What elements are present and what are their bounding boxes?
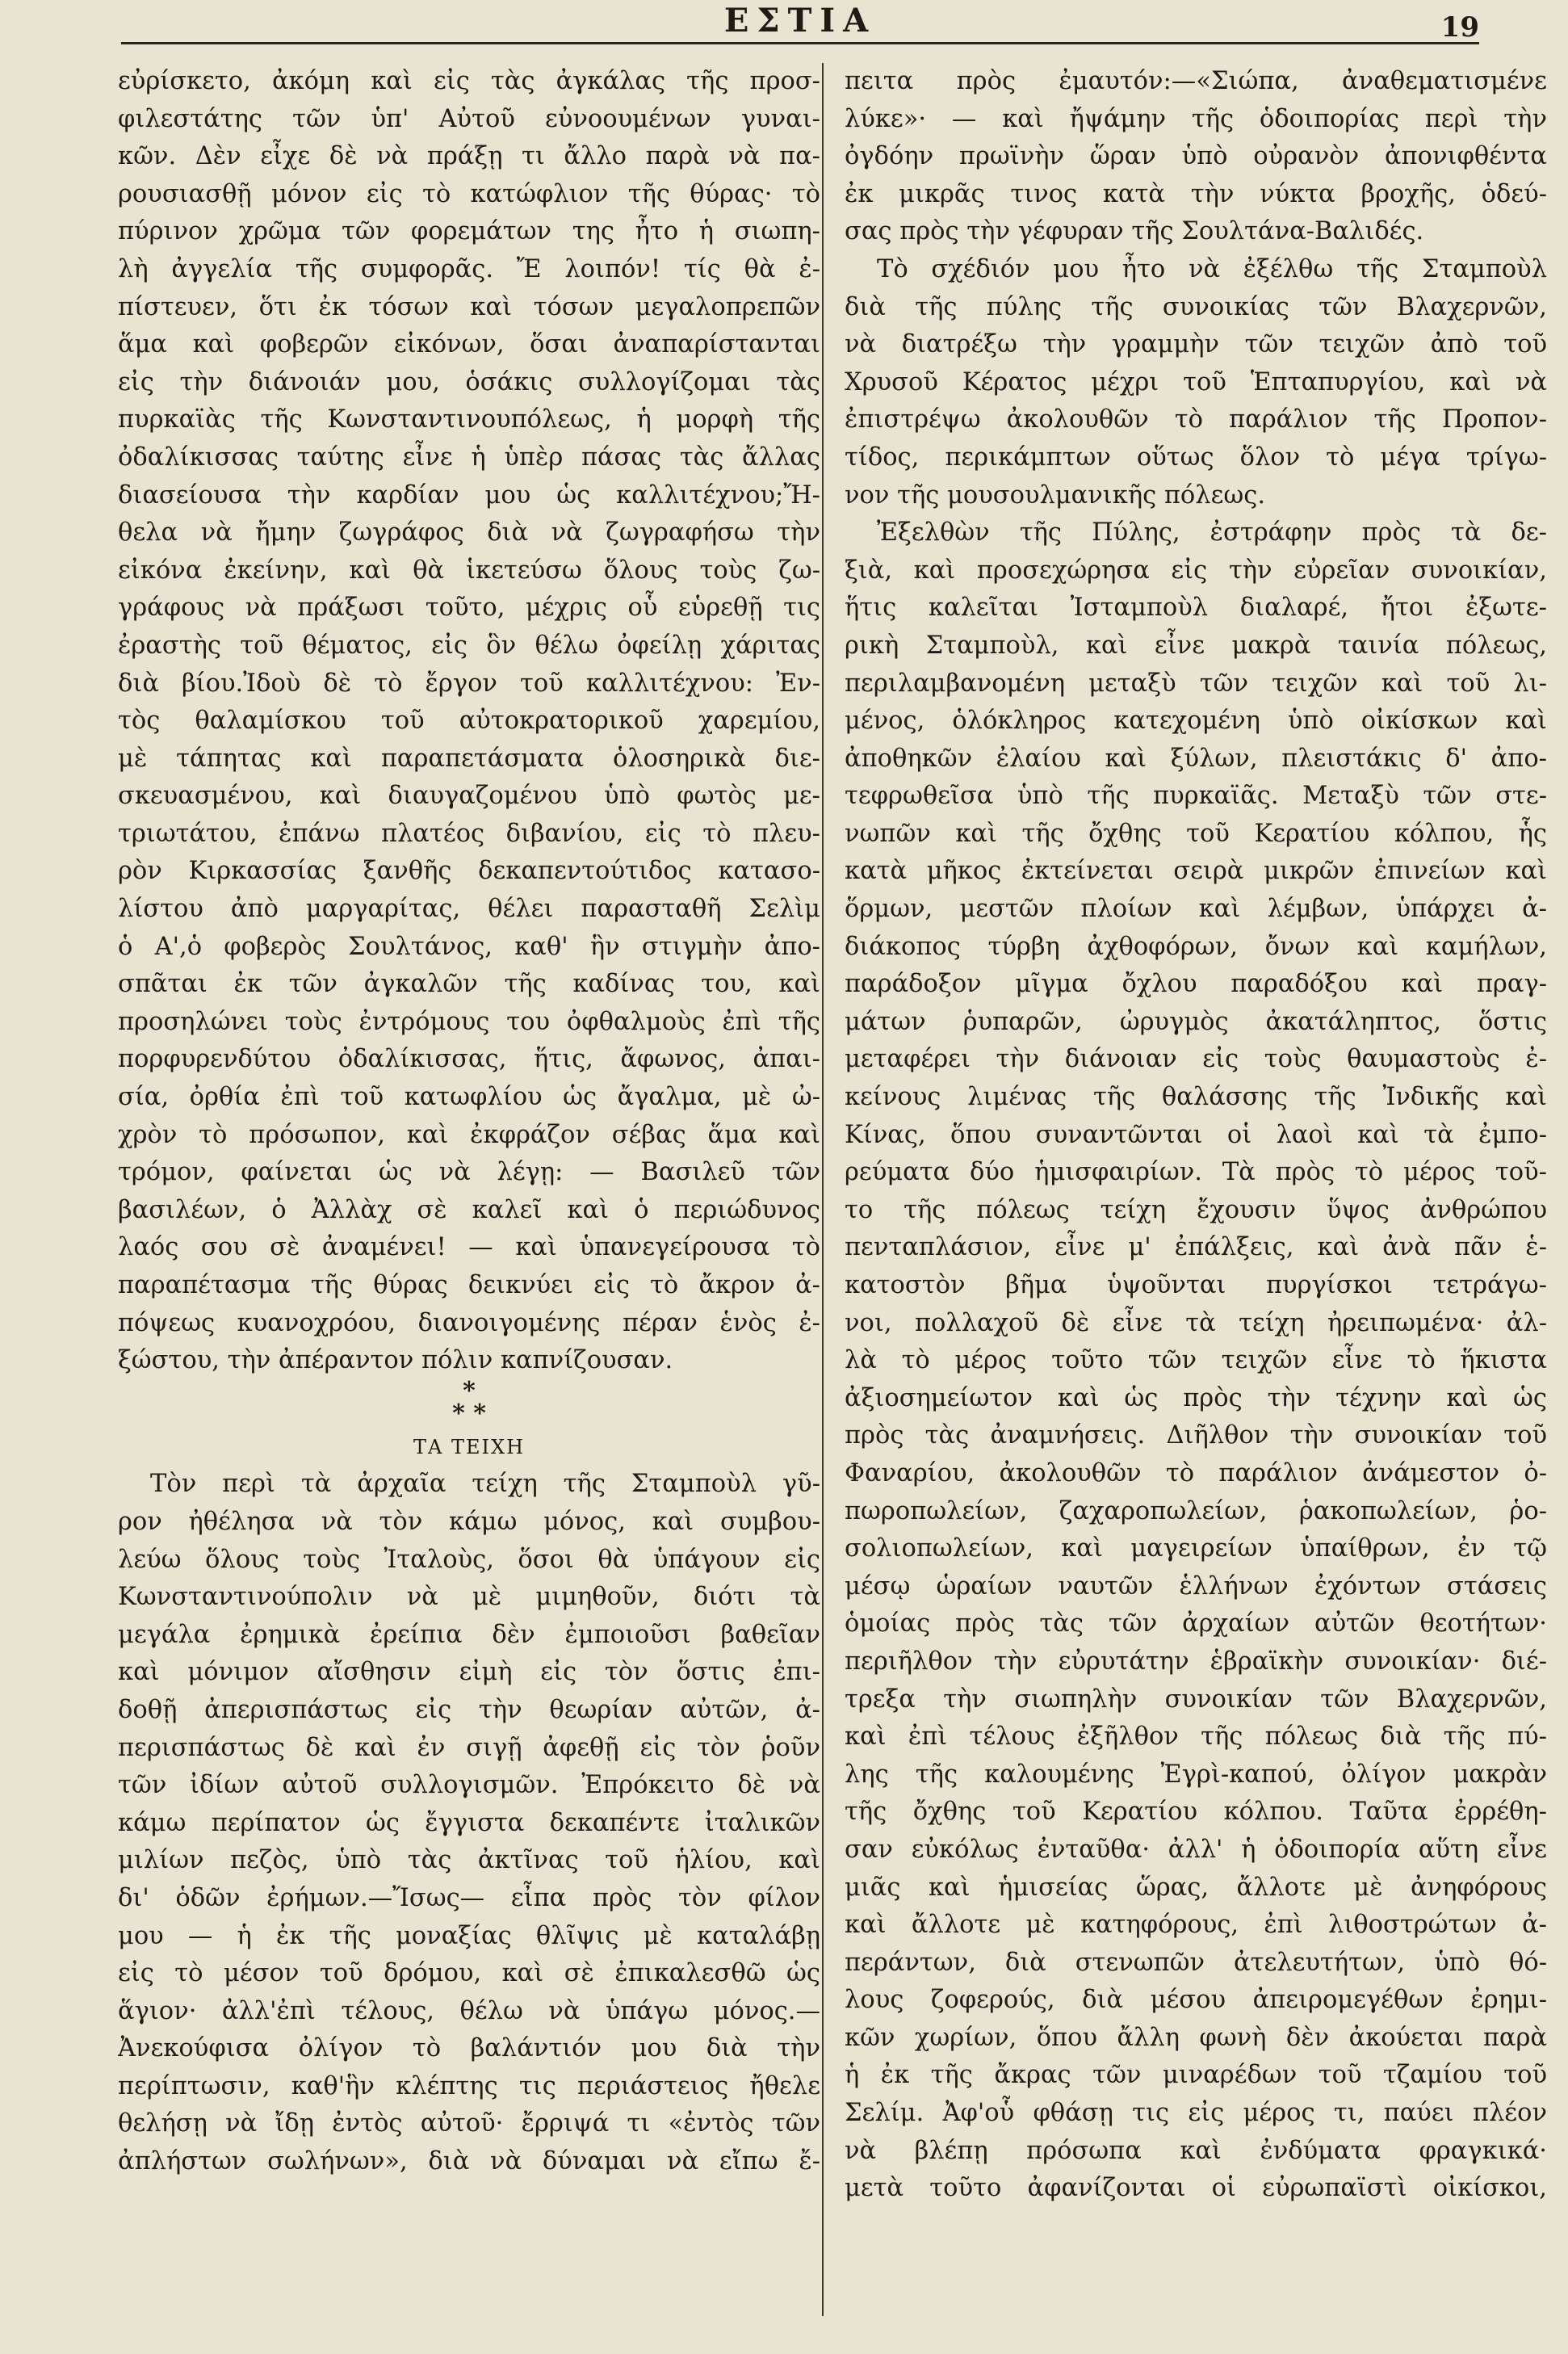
text-line: τὸς θαλαμίσκου τοῦ αὐτοκρατορικοῦ χαρεμίου, xyxy=(118,707,820,736)
text-line: Φαναρίου, ἀκολουθῶν τὸ παράλιον ἀνάμεστον ὀ- xyxy=(845,1458,1547,1488)
text-line: κάμω περίπατον ὡς ἔγγιστα δεκαπέντε ἰταλικῶν xyxy=(118,1808,820,1837)
text-line: εἰς τὸ μέσον τοῦ δρόμου, καὶ σὲ ἐπικαλεσθῶ ὡς xyxy=(118,1959,820,1988)
text-line: σκευασμένου, καὶ διαυγαζομένου ὑπὸ φωτὸς με- xyxy=(118,782,820,811)
text-line: ὁ Α',ὁ φοβερὸς Σουλτάνος, καθ' ἣν στιγμὴν ἀπο- xyxy=(118,932,820,961)
text-line: κατοστὸν βῆμα ὑψοῦνται πυργίσκοι τετράγω- xyxy=(845,1271,1547,1299)
text-line: εὐρίσκετο, ἀκόμη καὶ εἰς τὰς ἀγκάλας τῆς προσ- xyxy=(118,67,820,95)
right-column xyxy=(845,63,1547,2208)
text-line: κῶν. Δὲν εἶχε δὲ νὰ πράξῃ τι ἄλλο παρὰ νὰ πα- xyxy=(118,142,820,171)
text-line: Ἀνεκούφισα ὀλίγον τὸ βαλάντιόν μου διὰ τὴν xyxy=(118,2034,820,2063)
text-line: διασείουσα τὴν καρδίαν μου ὡς καλλιτέχνου;Ἤ- xyxy=(118,480,820,510)
text-line: τίδος, περικάμπτων οὕτως ὅλον τὸ μέγα τρίγω- xyxy=(845,443,1547,472)
running-title: ΕΣΤΙΑ xyxy=(723,2,877,40)
text-line: Τὸ σχέδιόν μου ἦτο νὰ ἐξέλθω τῆς Σταμποὺλ xyxy=(877,254,1547,283)
text-line: νὰ βλέπῃ πρόσωπα καὶ ἐνδύματα φραγκικά· xyxy=(845,2136,1547,2165)
text-line: ξώστου, τὴν ἀπέραντον πόλιν καπνίζουσαν. xyxy=(118,1346,673,1375)
text-line: τρεξα τὴν σιωπηλὴν συνοικίαν τῶν Βλαχερνῶν, xyxy=(845,1685,1547,1714)
text-line: ρικὴ Σταμποὺλ, καὶ εἶνε μακρὰ ταινία πόλεως, xyxy=(845,631,1547,660)
text-line: πόψεως κυανοχρόου, διανοιγομένης πέραν ἑνὸς ἐ- xyxy=(118,1308,820,1337)
text-line: ἐπιστρέψω ἀκολουθῶν τὸ παράλιον τῆς Προπον- xyxy=(845,405,1547,434)
text-line: μετὰ τοῦτο ἀφανίζονται οἱ εὐρωπαϊστὶ οἰκίσκοι, xyxy=(845,2174,1547,2203)
text-line: ἅμα καὶ φοβερῶν εἰκόνων, ὅσαι ἀναπαρίστανται xyxy=(118,330,820,359)
text-line: λύκε»· — καὶ ἤψάμην τῆς ὁδοιπορίας περὶ τὴν xyxy=(845,104,1547,133)
text-line: ρὸν Κιρκασσίας ξανθῆς δεκαπεντούτιδος κατασο- xyxy=(118,857,820,886)
text-line: ὀδαλίκισσας ταύτης εἶνε ἡ ὑπὲρ πάσας τὰς ἄλλας xyxy=(118,443,820,472)
text-line: θελα νὰ ἤμην ζωγράφος διὰ νὰ ζωγραφήσω τὴν xyxy=(118,518,820,548)
text-line: πυρκαϊὰς τῆς Κωνσταντινουπόλεως, ἡ μορφὴ τῆς xyxy=(118,405,820,434)
text-line: νωπῶν καὶ τῆς ὄχθης τοῦ Κερατίου κόλπου, ἧς xyxy=(845,819,1547,848)
text-line: νοι, πολλαχοῦ δὲ εἶνε τὰ τείχη ἠρειπωμένα· ἀλ- xyxy=(845,1308,1547,1337)
text-line: ὀγδόην πρωϊνὴν ὥραν ὑπὸ οὐρανὸν ἀπονιφθέντα xyxy=(845,142,1547,171)
separator-star-top: * xyxy=(463,1376,476,1405)
text-line: τριωτάτου, ἐπάνω πλατέος διβανίου, εἰς τὸ πλευ- xyxy=(118,819,820,848)
text-line: λίστου ἀπὸ μαργαρίτας, θέλει παρασταθῆ Σελὶμ xyxy=(118,895,820,924)
text-line: το τῆς πόλεως τείχη ἔχουσιν ὕψος ἀνθρώπου xyxy=(845,1195,1547,1224)
text-line: μιλίων πεζὸς, ὑπὸ τὰς ἀκτῖνας τοῦ ἡλίου, καὶ xyxy=(118,1846,820,1875)
text-line: τῆς ὄχθης τοῦ Κερατίου κόλπου. Ταῦτα ἐρρέθη- xyxy=(845,1798,1547,1827)
text-line: ἀποθηκῶν ἐλαίου καὶ ξύλων, πλειστάκις δ' ἀπο- xyxy=(845,744,1547,773)
separator-stars-bottom: * * xyxy=(452,1399,486,1428)
text-line: περιῆλθον τὴν εὐρυτάτην ἑβραϊκὴν συνοικίαν· διέ- xyxy=(845,1647,1547,1676)
left-column xyxy=(118,63,820,2181)
text-line: Σελίμ. Ἀφ'οὗ φθάσῃ τις εἰς μέρος τι, παύει πλέον xyxy=(845,2099,1547,2128)
text-line: λὰ τὸ μέρος τοῦτο τῶν τειχῶν εἶνε τὸ ἥκιστα xyxy=(845,1346,1547,1375)
text-line: ξιὰ, καὶ προσεχώρησα εἰς τὴν εὐρεῖαν συνοικίαν, xyxy=(845,556,1547,585)
text-line: πενταπλάσιον, εἶνε μ' ἐπάλξεις, καὶ ἀνὰ πᾶν ἑ- xyxy=(845,1233,1547,1262)
text-line: ὁμοίας πρὸς τὰς τῶν ἀρχαίων αὐτῶν θεοτήτων· xyxy=(845,1609,1547,1639)
text-line: διάκοπος τύρβη ἀχθοφόρων, ὄνων καὶ καμήλων, xyxy=(845,932,1547,961)
text-line: μεγάλα ἐρημικὰ ἐρείπια δὲν ἐμποιοῦσι βαθεῖαν xyxy=(118,1620,820,1649)
text-line: λαός σου σὲ ἀναμένει! — καὶ ὑπανεγείρουσα τὸ xyxy=(118,1233,820,1262)
text-line: ἥτις καλεῖται Ἰσταμποὺλ διαλαρέ, ἤτοι ἐξωτε- xyxy=(845,594,1547,623)
text-line: δι' ὁδῶν ἐρήμων.—Ἴσως— εἶπα πρὸς τὸν φίλον xyxy=(118,1883,820,1912)
text-line: Ἐξελθὼν τῆς Πύλης, ἐστράφην πρὸς τὰ δε- xyxy=(877,518,1547,548)
text-line: κείνους λιμένας τῆς θαλάσσης τῆς Ἰνδικῆς καὶ xyxy=(845,1083,1547,1112)
text-line: πειτα πρὸς ἐμαυτόν:—«Σιώπα, ἀναθεματισμένε xyxy=(845,67,1547,95)
section-title: ΤΑ ΤΕΙΧΗ xyxy=(413,1435,525,1458)
text-line: φιλεστάτης τῶν ὑπ' Αὐτοῦ εὐνοουμένων γυναι- xyxy=(118,104,820,133)
text-line: μεταφέρει τὴν διάνοιαν εἰς τοὺς θαυμαστοὺς ἐ- xyxy=(845,1045,1547,1074)
text-line: δοθῇ ἀπερισπάστως εἰς τὴν θεωρίαν αὐτῶν, ἀ- xyxy=(118,1695,820,1724)
text-line: κατὰ μῆκος ἐκτείνεται σειρὰ μικρῶν ἐπινείων καὶ xyxy=(845,857,1547,886)
text-line: θελήσῃ νὰ ἴδῃ ἐντὸς αὐτοῦ· ἔρριψά τι «ἐντὸς τῶν xyxy=(118,2109,820,2138)
text-line: Κωνσταντινούπολιν νὰ μὲ μιμηθοῦν, διότι τὰ xyxy=(118,1583,820,1612)
text-line: εἰς τὴν διάνοιάν μου, ὁσάκις συλλογίζομαι τὰς xyxy=(118,367,820,397)
text-line: ἀξιοσημείωτον καὶ ὡς πρὸς τὴν τέχνην καὶ ὡς xyxy=(845,1383,1547,1412)
text-line: μου — ἡ ἐκ τῆς μοναξίας θλῖψις μὲ καταλάβῃ xyxy=(118,1921,820,1950)
text-line: χρὸν τὸ πρόσωπον, καὶ ἐκφράζον σέβας ἅμα καὶ xyxy=(118,1120,820,1149)
text-line: πωροπωλείων, ζαχαροπωλείων, ῥακοπωλείων, ῥο- xyxy=(845,1496,1547,1525)
text-line: διὰ βίου.Ἰδοὺ δὲ τὸ ἔργον τοῦ καλλιτέχνου: Ἐν- xyxy=(118,669,820,698)
text-line: ρον ἠθέλησα νὰ τὸν κάμω μόνος, καὶ συμβου- xyxy=(118,1507,820,1536)
text-line: ἐραστὴς τοῦ θέματος, εἰς ὃν θέλω ὀφείλῃ χάριτας xyxy=(118,631,820,660)
text-line: λεύω ὅλους τοὺς Ἰταλοὺς, ὅσοι θὰ ὑπάγουν εἰς xyxy=(118,1545,820,1574)
text-line: ἀπλήστων σωλήνων», διὰ νὰ δύναμαι νὰ εἴπω ἔ- xyxy=(118,2147,820,2176)
text-line: περιλαμβανομένη μεταξὺ τῶν τειχῶν καὶ τοῦ λι- xyxy=(845,669,1547,698)
page-header xyxy=(121,0,1479,44)
text-line: πίστευεν, ὅτι ἐκ τόσων καὶ τόσων μεγαλοπρεπῶν xyxy=(118,292,820,321)
text-line: σαν εὐκόλως ἐνταῦθα· ἀλλ' ἡ ὁδοιπορία αὕτη εἶνε xyxy=(845,1835,1547,1864)
text-line: λης τῆς καλουμένης Ἐγρὶ-καπού, ὀλίγον μακρὰν xyxy=(845,1760,1547,1789)
text-line: ἡ ἐκ τῆς ἄκρας τῶν μιναρέδων τοῦ τζαμίου τοῦ xyxy=(845,2061,1547,2090)
text-line: μένος, ὁλόκληρος κατεχομένη ὑπὸ οἰκίσκων καὶ xyxy=(845,707,1547,736)
text-line: μὲ τάπητας καὶ παραπετάσματα ὁλοσηρικὰ διε- xyxy=(118,744,820,773)
text-line: σολιοπωλείων, καὶ μαγειρείων ὑπαίθρων, ἐν τῷ xyxy=(845,1534,1547,1563)
text-line: νὰ διατρέξω τὴν γραμμὴν τῶν τειχῶν ἀπὸ τοῦ xyxy=(845,330,1547,359)
text-line: διὰ τῆς πύλης τῆς συνοικίας τῶν Βλαχερνῶν, xyxy=(845,292,1547,321)
column-divider xyxy=(822,63,824,2316)
text-line: λὴ ἀγγελία τῆς συμφορᾶς. Ἔ λοιπόν! τίς θὰ ἐ- xyxy=(118,254,820,283)
text-line: σπᾶται ἐκ τῶν ἀγκαλῶν τῆς καδίνας του, καὶ xyxy=(118,970,820,999)
text-line: σας πρὸς τὴν γέφυραν τῆς Σουλτάνα-Βαλιδές. xyxy=(845,217,1424,246)
text-line: μάτων ῥυπαρῶν, ὠρυγμὸς ἀκατάληπτος, ὅστις xyxy=(845,1007,1547,1036)
text-line: τρόμον, φαίνεται ὡς νὰ λέγῃ: — Βασιλεῦ τῶν xyxy=(118,1158,820,1187)
text-line: Κίνας, ὅπου συναντῶνται οἱ λαοὶ καὶ τὰ ἐμπο- xyxy=(845,1120,1547,1149)
text-line: περίπτωσιν, καθ'ἣν κλέπτης τις περιάστειος ἤθελε xyxy=(118,2071,820,2100)
text-line: ἅγιον· ἀλλ'ἐπὶ τέλους, θέλω νὰ ὑπάγω μόνος.— xyxy=(118,1996,820,2025)
text-line: γράφους νὰ πράξωσι τοῦτο, μέχρις οὗ εὑρεθῇ τις xyxy=(118,594,820,623)
text-line: τεφρωθεῖσα ὑπὸ τῆς πυρκαϊᾶς. Μεταξὺ τῶν στε- xyxy=(845,782,1547,811)
text-line: σία, ὀρθία ἐπὶ τοῦ κατωφλίου ὡς ἄγαλμα, μὲ ὠ- xyxy=(118,1083,820,1112)
text-line: ρουσιασθῇ μόνον εἰς τὸ κατώφλιον τῆς θύρας· τὸ xyxy=(118,179,820,208)
text-line: καὶ μόνιμον αἴσθησιν εἰμὴ εἰς τὸν ὅστις ἐπι- xyxy=(118,1658,820,1687)
text-line: νον τῆς μουσουλμανικῆς πόλεως. xyxy=(845,480,1266,510)
text-line: περάντων, διὰ στενωπῶν ἀτελευτήτων, ὑπὸ θό- xyxy=(845,1948,1547,1977)
text-line: λους ζοφερούς, διὰ μέσου ἀπειρομεγέθων ἐρημι- xyxy=(845,1986,1547,2015)
text-line: περισπάστως δὲ καὶ ἐν σιγῇ ἀφεθῇ εἰς τὸν ῥοῦν xyxy=(118,1733,820,1762)
text-line: μιᾶς καὶ ἡμισείας ὥρας, ἄλλοτε μὲ ἀνηφόρους xyxy=(845,1873,1547,1902)
text-line: παραπέτασμα τῆς θύρας δεικνύει εἰς τὸ ἄκρον ἀ- xyxy=(118,1271,820,1299)
text-line: εἰκόνα ἐκείνην, καὶ θὰ ἱκετεύσω ὅλους τοὺς ζω- xyxy=(118,556,820,585)
text-line: κῶν χωρίων, ὅπου ἄλλη φωνὴ δὲν ἀκούεται παρὰ xyxy=(845,2023,1547,2052)
text-line: Τὸν περὶ τὰ ἀρχαῖα τείχη τῆς Σταμποὺλ γῦ- xyxy=(150,1470,820,1499)
text-line: πύρινον χρῶμα τῶν φορεμάτων της ἦτο ἡ σιωπη- xyxy=(118,217,820,246)
text-line: προσηλώνει τοὺς ἐντρόμους του ὀφθαλμοὺς ἐπὶ τῆς xyxy=(118,1007,820,1036)
text-line: Χρυσοῦ Κέρατος μέχρι τοῦ Ἑπταπυργίου, καὶ νὰ xyxy=(845,367,1547,397)
text-line: πορφυρενδύτου ὀδαλίκισσας, ἥτις, ἄφωνος, ἀπαι- xyxy=(118,1045,820,1074)
text-line: παράδοξον μῖγμα ὄχλου παραδόξου καὶ πραγ- xyxy=(845,970,1547,999)
text-line: ὅρμων, μεστῶν πλοίων καὶ λέμβων, ὑπάρχει ἀ- xyxy=(845,895,1547,924)
text-line: ρεύματα δύο ἡμισφαιρίων. Τὰ πρὸς τὸ μέρος τοῦ- xyxy=(845,1158,1547,1187)
text-line: καὶ ἄλλοτε μὲ κατηφόρους, ἐπὶ λιθοστρώτων ἀ- xyxy=(845,1911,1547,1940)
text-line: μέσῳ ὡραίων ναυτῶν ἑλλήνων ἐχόντων στάσεις xyxy=(845,1571,1547,1601)
text-line: καὶ ἐπὶ τέλους ἐξῆλθον τῆς πόλεως διὰ τῆς πύ- xyxy=(845,1722,1547,1752)
text-line: τῶν ἰδίων αὐτοῦ συλλογισμῶν. Ἐπρόκειτο δὲ νὰ xyxy=(118,1771,820,1800)
text-line: πρὸς τὰς ἀναμνήσεις. Διῆλθον τὴν συνοικίαν τοῦ xyxy=(845,1421,1547,1450)
text-line: βασιλέων, ὁ Ἀλλὰχ σὲ καλεῖ καὶ ὁ περιώδυνος xyxy=(118,1195,820,1224)
text-line: ἐκ μικρᾶς τινος κατὰ τὴν νύκτα βροχῆς, ὁδεύ- xyxy=(845,179,1547,208)
page-number: 19 xyxy=(1440,11,1479,44)
